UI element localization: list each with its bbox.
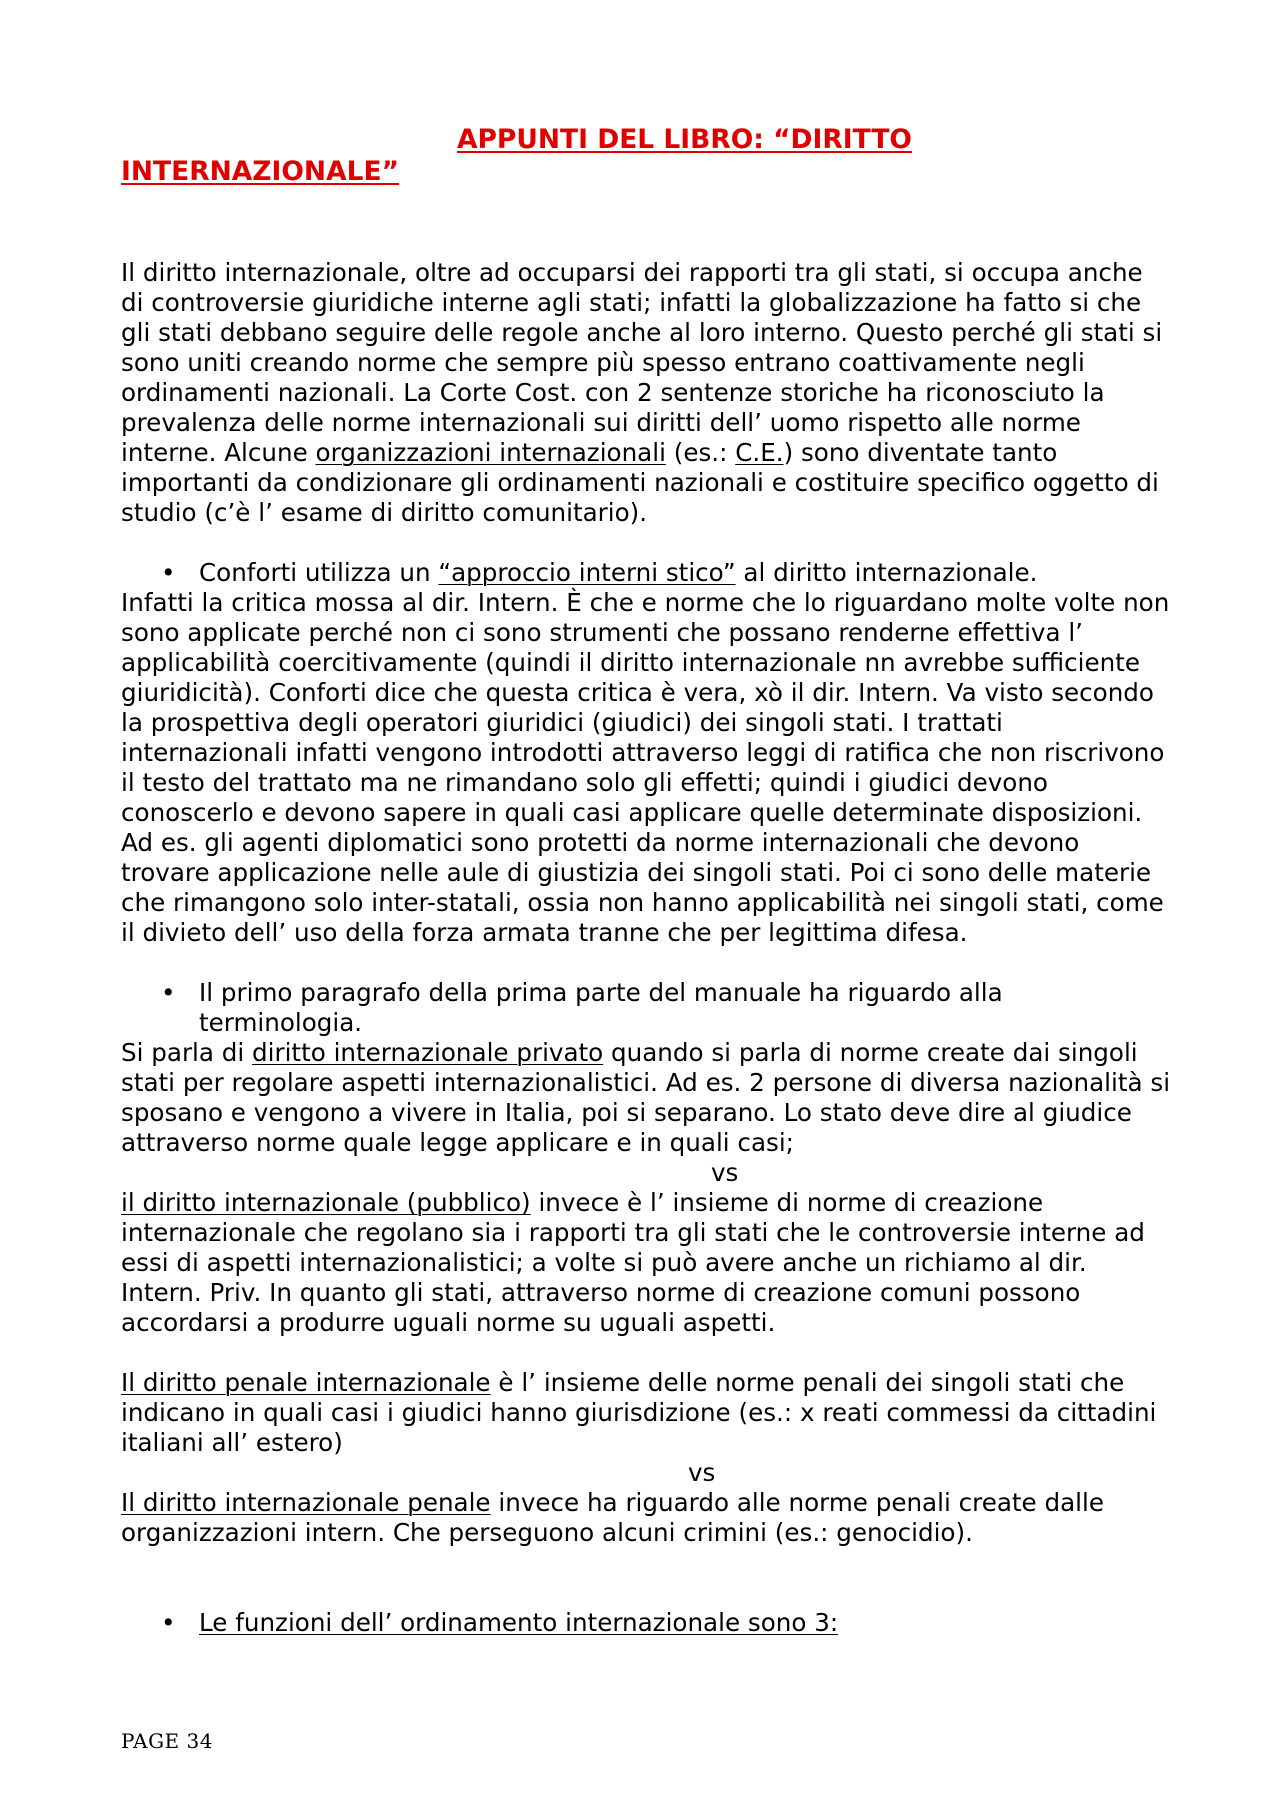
link-diritto-internazionale-pubblico[interactable]: il diritto internazionale (pubblico) [121, 1188, 531, 1217]
bullet1-text-a: Conforti utilizza un [199, 558, 439, 587]
bullet1-text-b: al diritto internazionale. [735, 558, 1038, 587]
page-number-footer: PAGE 34 [121, 1729, 213, 1753]
title-line-1: APPUNTI DEL LIBRO: “DIRITTO [457, 124, 912, 155]
pubblico-text-b: invece è l’ insieme di norme di creazione internazionale che regolano sia i rapporti tra gli stati che le controversie interne ad essi di aspetti internazionalistici; a volte si può avere anche un richiamo al dir. Intern. Priv. In quanto gli stati, attraverso norme di creazione comuni possono accordarsi a produrre uguali norme su uguali aspetti. [121, 1188, 1145, 1337]
link-diritto-internazionale-penale[interactable]: Il diritto internazionale penale [121, 1488, 491, 1517]
privato-text-a: Si parla di [121, 1038, 253, 1067]
bullet-text: Le funzioni dell’ ordinamento internazionale sono 3: [199, 1608, 839, 1637]
vs-separator: vs [688, 1458, 716, 1487]
bullet-text: Il primo paragrafo della prima parte del manuale ha riguardo alla terminologia. [199, 978, 1003, 1037]
privato-paragraph [121, 1038, 1171, 1158]
bullet-symbol: • [161, 558, 176, 587]
intro-text-a: Il diritto internazionale, oltre ad occuparsi dei rapporti tra gli stati, si occupa anche di controversie giuridiche interne agli stati; infatti la globalizzazione ha fatto si che gli stati debbano seguire delle regole anche al loro interno. Questo perché gli stati si sono uniti creando norme che sempre più spesso entrano coattivamente negli ordinamenti nazionali. La Corte Cost. con 2 sentenze storiche ha riconosciuto la prevalenza delle norme internazionali sui diritti dell’ uomo rispetto alle norme interne. Alcune [121, 258, 1163, 467]
penale-internazionale-paragraph [121, 1368, 1171, 1458]
bullet-item-funzioni [121, 1608, 1171, 1638]
link-diritto-internazionale-privato[interactable]: diritto internazionale privato [252, 1038, 604, 1067]
document-title [121, 124, 1171, 188]
document-body [121, 124, 1171, 1638]
link-ce[interactable]: C.E. [735, 438, 784, 467]
bullet-symbol: • [161, 1608, 176, 1637]
bullet-item-terminologia [121, 978, 1171, 1038]
penale1-text-b: è l’ insieme delle norme penali dei singoli stati che indicano in quali casi i giudici hanno giurisdizione (es.: x reati commessi da cittadini italiani all’ estero) [121, 1368, 1157, 1457]
bullet-item-conforti [121, 558, 1171, 588]
link-approccio-interni-stico[interactable]: “approccio interni stico” [438, 558, 736, 587]
bullet-text [199, 558, 1171, 588]
vs-separator: vs [711, 1158, 739, 1187]
intro-text-c: ) sono diventate tanto importanti da condizionare gli ordinamenti nazionali e costituire specifico oggetto di studio (c’è l’ esame di diritto comunitario). [121, 438, 1159, 527]
link-diritto-penale-internazionale[interactable]: Il diritto penale internazionale [121, 1368, 491, 1397]
bullet-symbol: • [161, 978, 176, 1007]
internazionale-penale-paragraph [121, 1488, 1171, 1548]
penale2-text-b: invece ha riguardo alle norme penali create dalle organizzazioni intern. Che perseguono alcuni crimini (es.: genocidio). [121, 1488, 1104, 1547]
privato-text-b: quando si parla di norme create dai singoli stati per regolare aspetti internazionalistici. Ad es. 2 persone di diversa nazionalità si sposano e vengono a vivere in Italia, poi si separano. Lo stato deve dire al giudice attraverso norme quale legge applicare e in quali casi; [121, 1038, 1171, 1157]
conforti-paragraph: Infatti la critica mossa al dir. Intern. È che e norme che lo riguardano molte volte non sono applicate perché non ci sono strumenti che possano renderne effettiva l’ applicabilità coercitivamente (quindi il diritto internazionale nn avrebbe sufficiente giuridicità). Conforti dice che questa critica è vera, xò il dir. Intern. Va visto secondo la prospettiva degli operatori giuridici (giudici) dei singoli stati. I trattati internazionali infatti vengono introdotti attraverso leggi di ratifica che non riscrivono il testo del trattato ma ne rimandano solo gli effetti; quindi i giudici devono conoscerlo e devono sapere in quali casi applicare quelle determinate disposizioni. Ad es. gli agenti diplomatici sono protetti da norme internazionali che devono trovare applicazione nelle aule di giustizia dei singoli stati. Poi ci sono delle materie che rimangono solo inter-statali, ossia non hanno applicabilità nei singoli stati, come il divieto dell’ uso della forza armata tranne che per legittima difesa. [121, 588, 1170, 947]
intro-text-b: (es.: [665, 438, 736, 467]
link-organizzazioni-internazionali[interactable]: organizzazioni internazionali [315, 438, 666, 467]
title-line-2: INTERNAZIONALE” [121, 156, 400, 187]
pubblico-paragraph [121, 1188, 1171, 1338]
intro-paragraph [121, 258, 1171, 528]
